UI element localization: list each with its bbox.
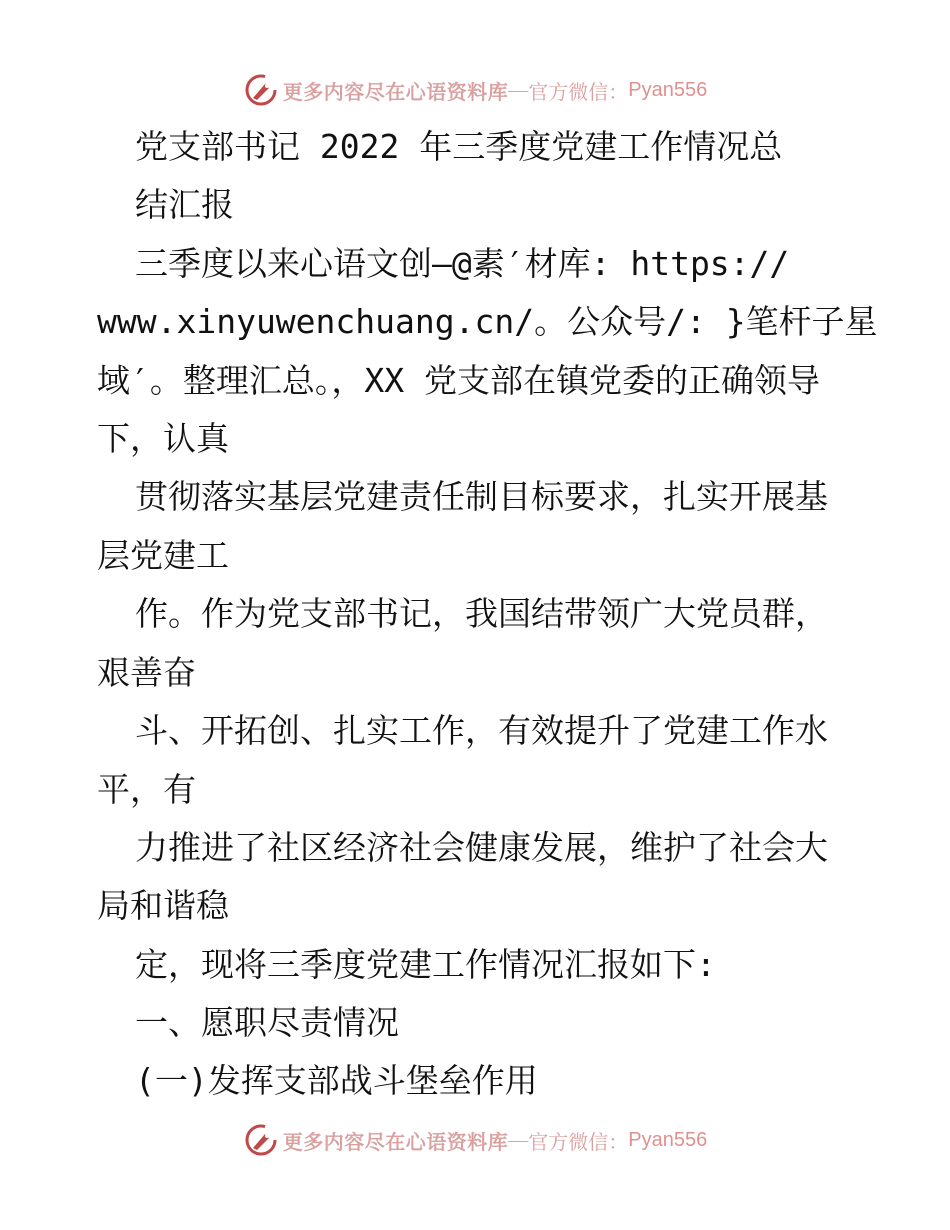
doc-line: 斗、开拓创、扎实工作，有效提升了党建工作水	[135, 711, 828, 750]
watermark-main-text: 更多内容尽在心语资料库	[282, 81, 509, 104]
doc-line: 定，现将三季度党建工作情况汇报如下:	[135, 945, 716, 984]
doc-line: 层党建工	[97, 536, 229, 575]
watermark-wechat-id: Pyan556	[628, 78, 708, 101]
doc-line: 局和谐稳	[97, 886, 229, 925]
doc-line: 贯彻落实基层党建责任制目标要求，扎实开展基	[135, 477, 828, 516]
doc-line: 平，有	[97, 770, 196, 809]
watermark-separator: —	[508, 78, 529, 101]
doc-line: 作。作为党支部书记，我国结带领广大党员群，	[135, 594, 828, 633]
watermark-official-label: 官方微信：	[528, 81, 629, 104]
doc-line: 力推进了社区经济社会健康发展，维护了社会大	[135, 828, 828, 867]
doc-section-heading: 一、愿职尽责情况	[135, 1003, 399, 1042]
watermark-wechat-id: Pyan556	[628, 1128, 708, 1151]
doc-line: www.xinyuwenchuang.cn/。公众号/: }笔杆子星	[97, 302, 878, 341]
doc-line: 艰善奋	[97, 653, 196, 692]
doc-line: 域′。整理汇总。，XX 党支部在镇党委的正确领导	[97, 361, 820, 400]
doc-line: 下，认真	[97, 419, 229, 458]
doc-line: 三季度以来心语文创—@素′材库: https://	[135, 244, 790, 283]
pen-nib-logo-icon	[243, 1122, 279, 1158]
watermark-official-label: 官方微信：	[528, 1131, 629, 1154]
watermark-separator: —	[508, 1128, 529, 1151]
doc-title-line-1: 党支部书记 2022 年三季度党建工作情况总	[135, 127, 783, 166]
doc-subsection-heading: (一)发挥支部战斗堡垒作用	[135, 1061, 538, 1100]
watermark-banner-bottom	[0, 1120, 950, 1160]
doc-title-line-2: 结汇报	[135, 185, 234, 224]
watermark-main-text: 更多内容尽在心语资料库	[282, 1131, 509, 1154]
